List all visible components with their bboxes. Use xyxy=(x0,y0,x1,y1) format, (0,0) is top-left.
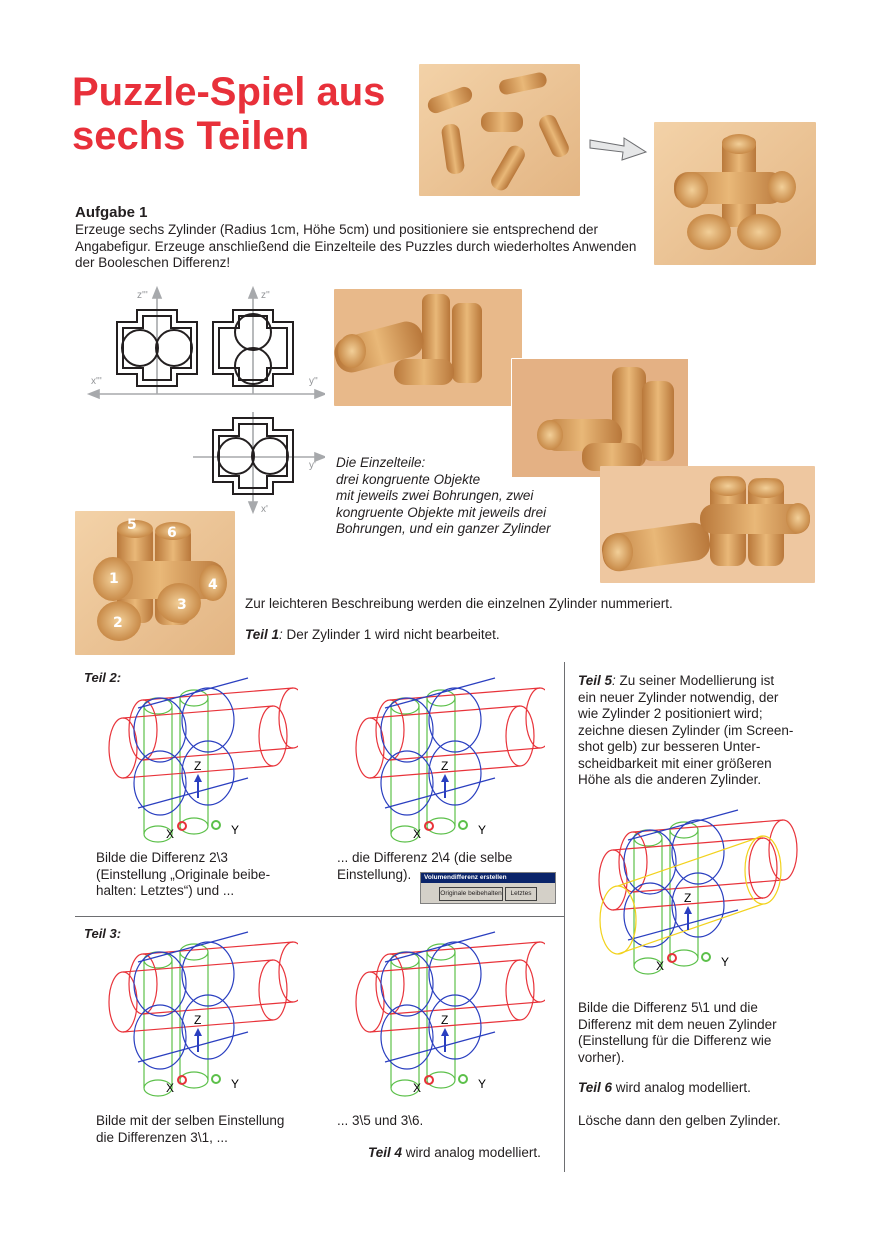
number-3: 3 xyxy=(177,597,187,613)
teil4-body: wird analog modelliert. xyxy=(402,1145,541,1160)
einzelteile-line2: drei kongruente Objekte xyxy=(336,471,481,487)
teil5-cap-line3: (Einstellung für die Differenz wie xyxy=(578,1033,772,1048)
teil2-cap1-line2: (Einstellung „Originale beibe- xyxy=(96,866,271,882)
axis-z-label: Z xyxy=(194,759,202,773)
einzelteile-caption xyxy=(336,455,586,538)
photo-pieces-1 xyxy=(334,289,522,406)
teil3-cap1-line1: Bilde mit der selben Einstellung xyxy=(96,1113,285,1128)
axis-z-label: Z xyxy=(684,891,692,905)
axis-z-label: Z xyxy=(441,1013,449,1027)
axis-y-label: Y xyxy=(721,955,730,969)
teil3-label: Teil 3: xyxy=(84,926,122,941)
teil4-label: Teil 4 xyxy=(368,1145,403,1160)
number-5: 5 xyxy=(127,517,137,533)
axis-y-label: Y xyxy=(231,823,240,837)
axis-x-label: X xyxy=(166,1081,175,1095)
axis-x-label: X xyxy=(413,1081,422,1095)
teil2-cap1-line1: Bilde die Differenz 2\3 xyxy=(96,850,228,865)
teil5-caption xyxy=(578,1000,828,1066)
teil5-label: Teil 5 xyxy=(578,673,613,688)
page-title: Puzzle-Spiel aus sechs Teilen xyxy=(72,70,386,158)
divider-horizontal xyxy=(75,916,564,917)
axis-z-label: Z xyxy=(194,1013,202,1027)
label-y2: y'' xyxy=(309,376,318,387)
letztes-dropdown[interactable]: Letztes xyxy=(505,887,537,901)
label-y1: y' xyxy=(309,460,316,471)
photo-pieces-scattered xyxy=(419,64,580,196)
teil2-cap2-line1: ... die Differenz 2\4 (die selbe xyxy=(337,850,513,865)
teil5-line5: shot gelb) zur besseren Unter- xyxy=(578,739,761,754)
teil2-cap1-line3: halten: Letztes“) und ... xyxy=(96,883,235,898)
number-4: 4 xyxy=(208,577,218,593)
axis-x-label: X xyxy=(656,959,665,973)
wireframe-teil3-a xyxy=(98,922,298,1097)
nummeriert-text: Zur leichteren Beschreibung werden die einzelnen Zylinder nummeriert. xyxy=(245,596,673,611)
teil1-label: Teil 1 xyxy=(245,627,280,642)
axis-y-label: Y xyxy=(478,1077,487,1091)
teil5-cap-line4: vorher). xyxy=(578,1049,625,1065)
label-x1: x' xyxy=(261,504,268,515)
teil5-line7: Höhe als die anderen Zylinder. xyxy=(578,772,762,787)
wireframe-teil2-b xyxy=(345,668,545,843)
originale-beibehalten-button[interactable]: Originale beibehalten xyxy=(439,887,503,901)
teil5-line2: ein neuer Zylinder notwendig, der xyxy=(578,689,779,705)
loesche-text: Lösche dann den gelben Zylinder. xyxy=(578,1113,781,1128)
aufgabe-heading: Aufgabe 1 xyxy=(75,204,148,221)
orthographic-views xyxy=(85,282,325,518)
wireframe-teil5 xyxy=(578,800,803,975)
teil3-caption-2: ... 3\5 und 3\6. xyxy=(337,1113,424,1128)
axis-y-label: Y xyxy=(231,1077,240,1091)
dialog-title: Volumendifferenz erstellen xyxy=(421,873,555,883)
label-z2: z'' xyxy=(261,290,270,301)
aufgabe-text: Erzeuge sechs Zylinder (Radius 1cm, Höhe 5cm) und positioniere sie entsprechend der Angabefigur. Erzeuge anschließend die Einzelteile des Puzzles durch wiederholtes Anwenden der Booleschen Differenz! xyxy=(75,222,637,270)
teil5-cap-line1: Bilde die Differenz 5\1 und die xyxy=(578,1000,758,1015)
divider-vertical xyxy=(564,662,565,1172)
teil6-body: wird analog modelliert. xyxy=(612,1080,751,1095)
teil1-text: Teil 1: Der Zylinder 1 wird nicht bearbeitet. xyxy=(245,627,500,642)
einzelteile-line1: Die Einzelteile: xyxy=(336,455,426,470)
teil5-line3: wie Zylinder 2 positioniert wird; xyxy=(578,706,763,721)
label-z3: z''' xyxy=(137,290,148,301)
dialog-volumendifferenz xyxy=(420,872,556,904)
number-2: 2 xyxy=(113,615,123,631)
teil6-label: Teil 6 xyxy=(578,1080,613,1095)
axis-x-label: X xyxy=(166,827,175,841)
number-6: 6 xyxy=(167,525,177,541)
number-1: 1 xyxy=(109,571,119,587)
teil5-line4: zeichne diesen Zylinder (im Screen- xyxy=(578,722,794,738)
einzelteile-line5: Bohrungen, und ein ganzer Zylinder xyxy=(336,521,551,536)
teil2-label: Teil 2: xyxy=(84,670,122,685)
teil2-caption-1 xyxy=(96,850,326,900)
wireframe-teil2-a xyxy=(98,668,298,843)
teil5-cap-line2: Differenz mit dem neuen Zylinder xyxy=(578,1016,777,1032)
teil3-caption-1 xyxy=(96,1113,326,1146)
teil6-text xyxy=(578,1080,751,1097)
teil1-body: Der Zylinder 1 wird nicht bearbeitet. xyxy=(282,627,500,642)
teil5-line1: Zu seiner Modellierung ist xyxy=(615,673,775,688)
photo-numbered-cylinders xyxy=(75,511,235,655)
axis-x-label: X xyxy=(413,827,422,841)
einzelteile-line4: kongruente Objekte mit jeweils drei xyxy=(336,504,547,520)
teil5-line6: scheidbarkeit mit einer größeren xyxy=(578,755,772,771)
axis-z-label: Z xyxy=(441,759,449,773)
teil3-cap1-line2: die Differenzen 3\1, ... xyxy=(96,1129,228,1145)
teil4-text xyxy=(368,1145,541,1162)
axis-y-label: Y xyxy=(478,823,487,837)
teil5-text: Teil 5: Zu seiner Modellierung ist ein neuer Zylinder notwendig, der wie Zylinder 2 positioniert wird; zeichne diesen Zylinder (im Screen- shot gelb) zur besseren Unter- scheidbarkeit mit einer größeren Höhe als die anderen Zylinder. xyxy=(578,673,828,789)
arrow-icon xyxy=(588,132,648,167)
einzelteile-line3: mit jeweils zwei Bohrungen, zwei xyxy=(336,488,534,503)
wireframe-teil3-b xyxy=(345,922,545,1097)
photo-pieces-3 xyxy=(600,466,815,583)
photo-puzzle-assembled xyxy=(654,122,816,265)
teil2-cap2-line2: Einstellung). xyxy=(337,866,412,882)
label-x3: x''' xyxy=(91,376,102,387)
